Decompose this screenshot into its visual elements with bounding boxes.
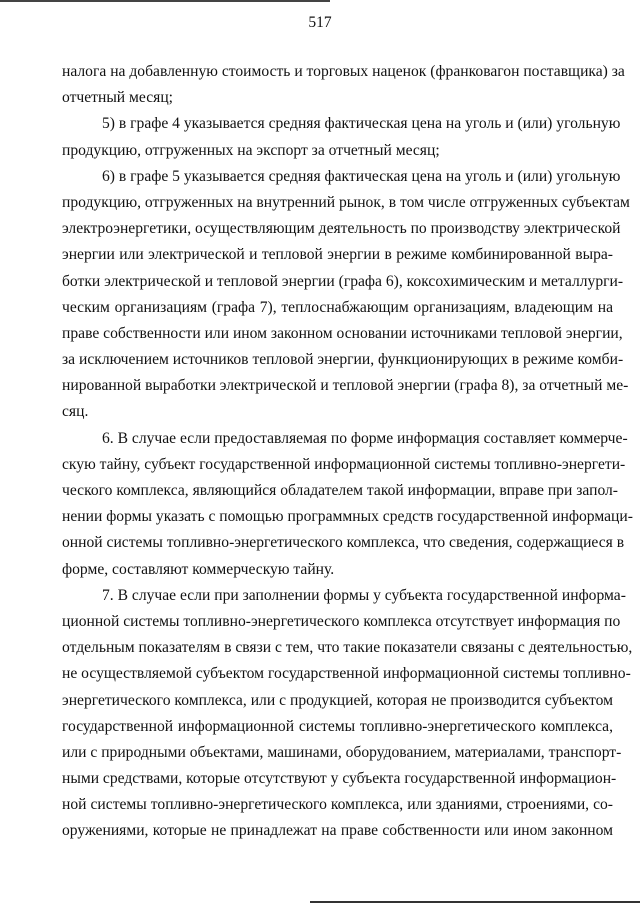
text-line: отдельным показателям в связи с тем, что такие показатели связаны с деятельностью, [62, 639, 633, 657]
document-body [62, 59, 633, 845]
text-line: энергии или электрической и тепловой энергии в режиме комбинированной выра- [62, 246, 613, 264]
text-line: государственной информационной системы топливно-энергетического комплекса, [62, 717, 613, 735]
text-line: ными средствами, которые отсутствуют у субъекта государственной информацион- [62, 770, 617, 788]
text-line: 6) в графе 5 указывается средняя фактическая цена на уголь и (или) угольную [102, 167, 621, 185]
text-line: продукцию, отгруженных на внутренний рынок, в том числе отгруженных субъектам [62, 193, 630, 211]
text-line: за исключением источников тепловой энергии, функционирующих в режиме комби- [62, 351, 624, 369]
text-line: 6. В случае если предоставляемая по форме информация составляет коммерче- [102, 429, 628, 447]
text-line: или с природными объектами, машинами, оборудованием, материалами, транспорт- [62, 743, 622, 761]
text-line: нированной выработки электрической и тепловой энергии (графа 8), за отчетный ме- [62, 377, 629, 395]
text-line: скую тайну, субъект государственной информационной системы топливно-энергети- [62, 455, 626, 473]
text-line: сяц. [62, 403, 89, 421]
text-line: энергетического комплекса, или с продукцией, которая не производится субъектом [62, 691, 613, 709]
paragraph [62, 111, 621, 163]
text-line: 7. В случае если при заполнении формы у субъекта государственной информа- [102, 586, 626, 604]
text-line: оружениями, которые не принадлежат на праве собственности или ином законном [62, 822, 613, 840]
scan-edge-bottom [310, 901, 640, 903]
scan-edge-top [0, 0, 330, 2]
text-line: форме, составляют коммерческую тайну. [62, 560, 335, 578]
text-line: не осуществляемой субъектом государственной информационной системы топливно- [62, 665, 631, 683]
text-line: онной системы топливно-энергетического комплекса, что сведения, содержащиеся в [62, 534, 625, 552]
text-line: электроэнергетики, осуществляющим деятельность по производству электрической [62, 220, 621, 238]
paragraph [62, 583, 633, 845]
text-line: ботки электрической и тепловой энергии (графа 6), коксохимическим и металлурги- [62, 272, 624, 290]
text-line: налога на добавленную стоимость и торговых наценок (франковагон поставщика) за [62, 63, 625, 80]
text-line: отчетный месяц; [62, 89, 173, 107]
text-line: ной системы топливно-энергетического комплекса, или зданиями, строениями, со- [62, 796, 613, 814]
text-line: ческого комплекса, являющийся обладателем такой информации, вправе при запол- [62, 482, 619, 499]
page-number: 517 [308, 14, 332, 31]
text-line: нении формы указать с помощью программных средств государственной информаци- [62, 508, 633, 526]
text-line: продукцию, отгруженных на экспорт за отчетный месяц; [62, 141, 440, 159]
paragraph [62, 59, 625, 111]
text-line: 5) в графе 4 указывается средняя фактическая цена на уголь и (или) угольную [102, 115, 621, 133]
text-line: ционной системы топливно-энергетического комплекса отсутствует информация по [62, 612, 621, 630]
text-line: праве собственности или ином законном основании источниками тепловой энергии, [62, 324, 623, 342]
paragraph [62, 164, 630, 426]
text-line: ческим организациям (графа 7), теплоснабжающим организациям, владеющим на [62, 298, 613, 316]
paragraph [62, 426, 633, 583]
